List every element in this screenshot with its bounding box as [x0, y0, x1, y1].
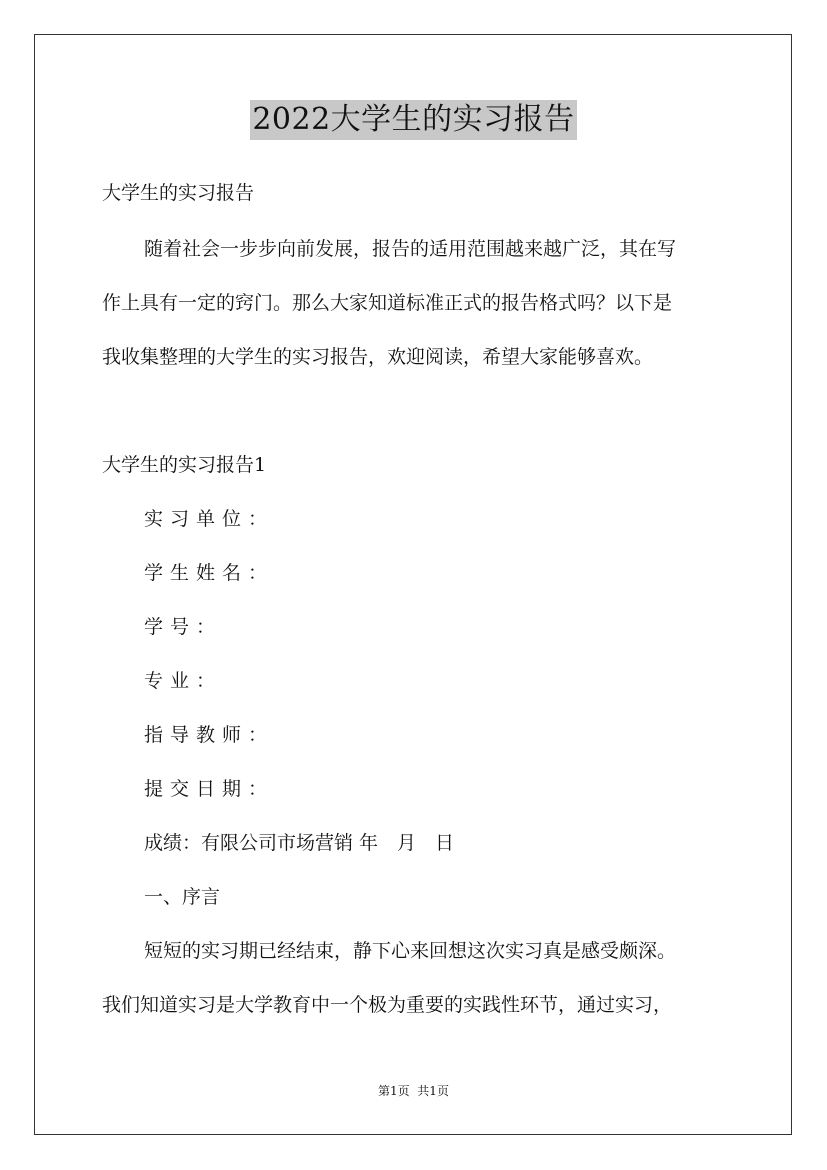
field-student-name: 学生姓名： — [144, 562, 275, 584]
field-student-id: 学号： — [144, 616, 223, 638]
document-title: 2022大学生的实习报告 — [250, 100, 576, 140]
field-unit: 实习单位： — [144, 508, 275, 530]
field-submit-date: 提交日期： — [144, 778, 275, 800]
page-footer: 第1页 共1页 — [378, 1084, 449, 1098]
preface-heading: 一、序言 — [144, 886, 221, 908]
field-grade: 成绩：有限公司市场营销 年 月 日 — [144, 832, 455, 854]
section-heading: 大学生的实习报告1 — [102, 454, 267, 476]
title-container — [0, 100, 827, 140]
intro-line-1: 随着社会一步步向前发展，报告的适用范围越来越广泛，其在写 — [144, 238, 677, 260]
preface-line-2: 我们知道实习是大学教育中一个极为重要的实践性环节，通过实习， — [102, 994, 673, 1016]
intro-line-2: 作上具有一定的窍门。那么大家知道标准正式的报告格式吗？以下是 — [102, 292, 673, 314]
field-advisor: 指导教师： — [144, 724, 275, 746]
subtitle: 大学生的实习报告 — [102, 182, 255, 204]
field-major: 专业： — [144, 670, 223, 692]
preface-line-1: 短短的实习期已经结束，静下心来回想这次实习真是感受颇深。 — [144, 940, 677, 962]
intro-line-3: 我收集整理的大学生的实习报告，欢迎阅读，希望大家能够喜欢。 — [102, 346, 654, 368]
